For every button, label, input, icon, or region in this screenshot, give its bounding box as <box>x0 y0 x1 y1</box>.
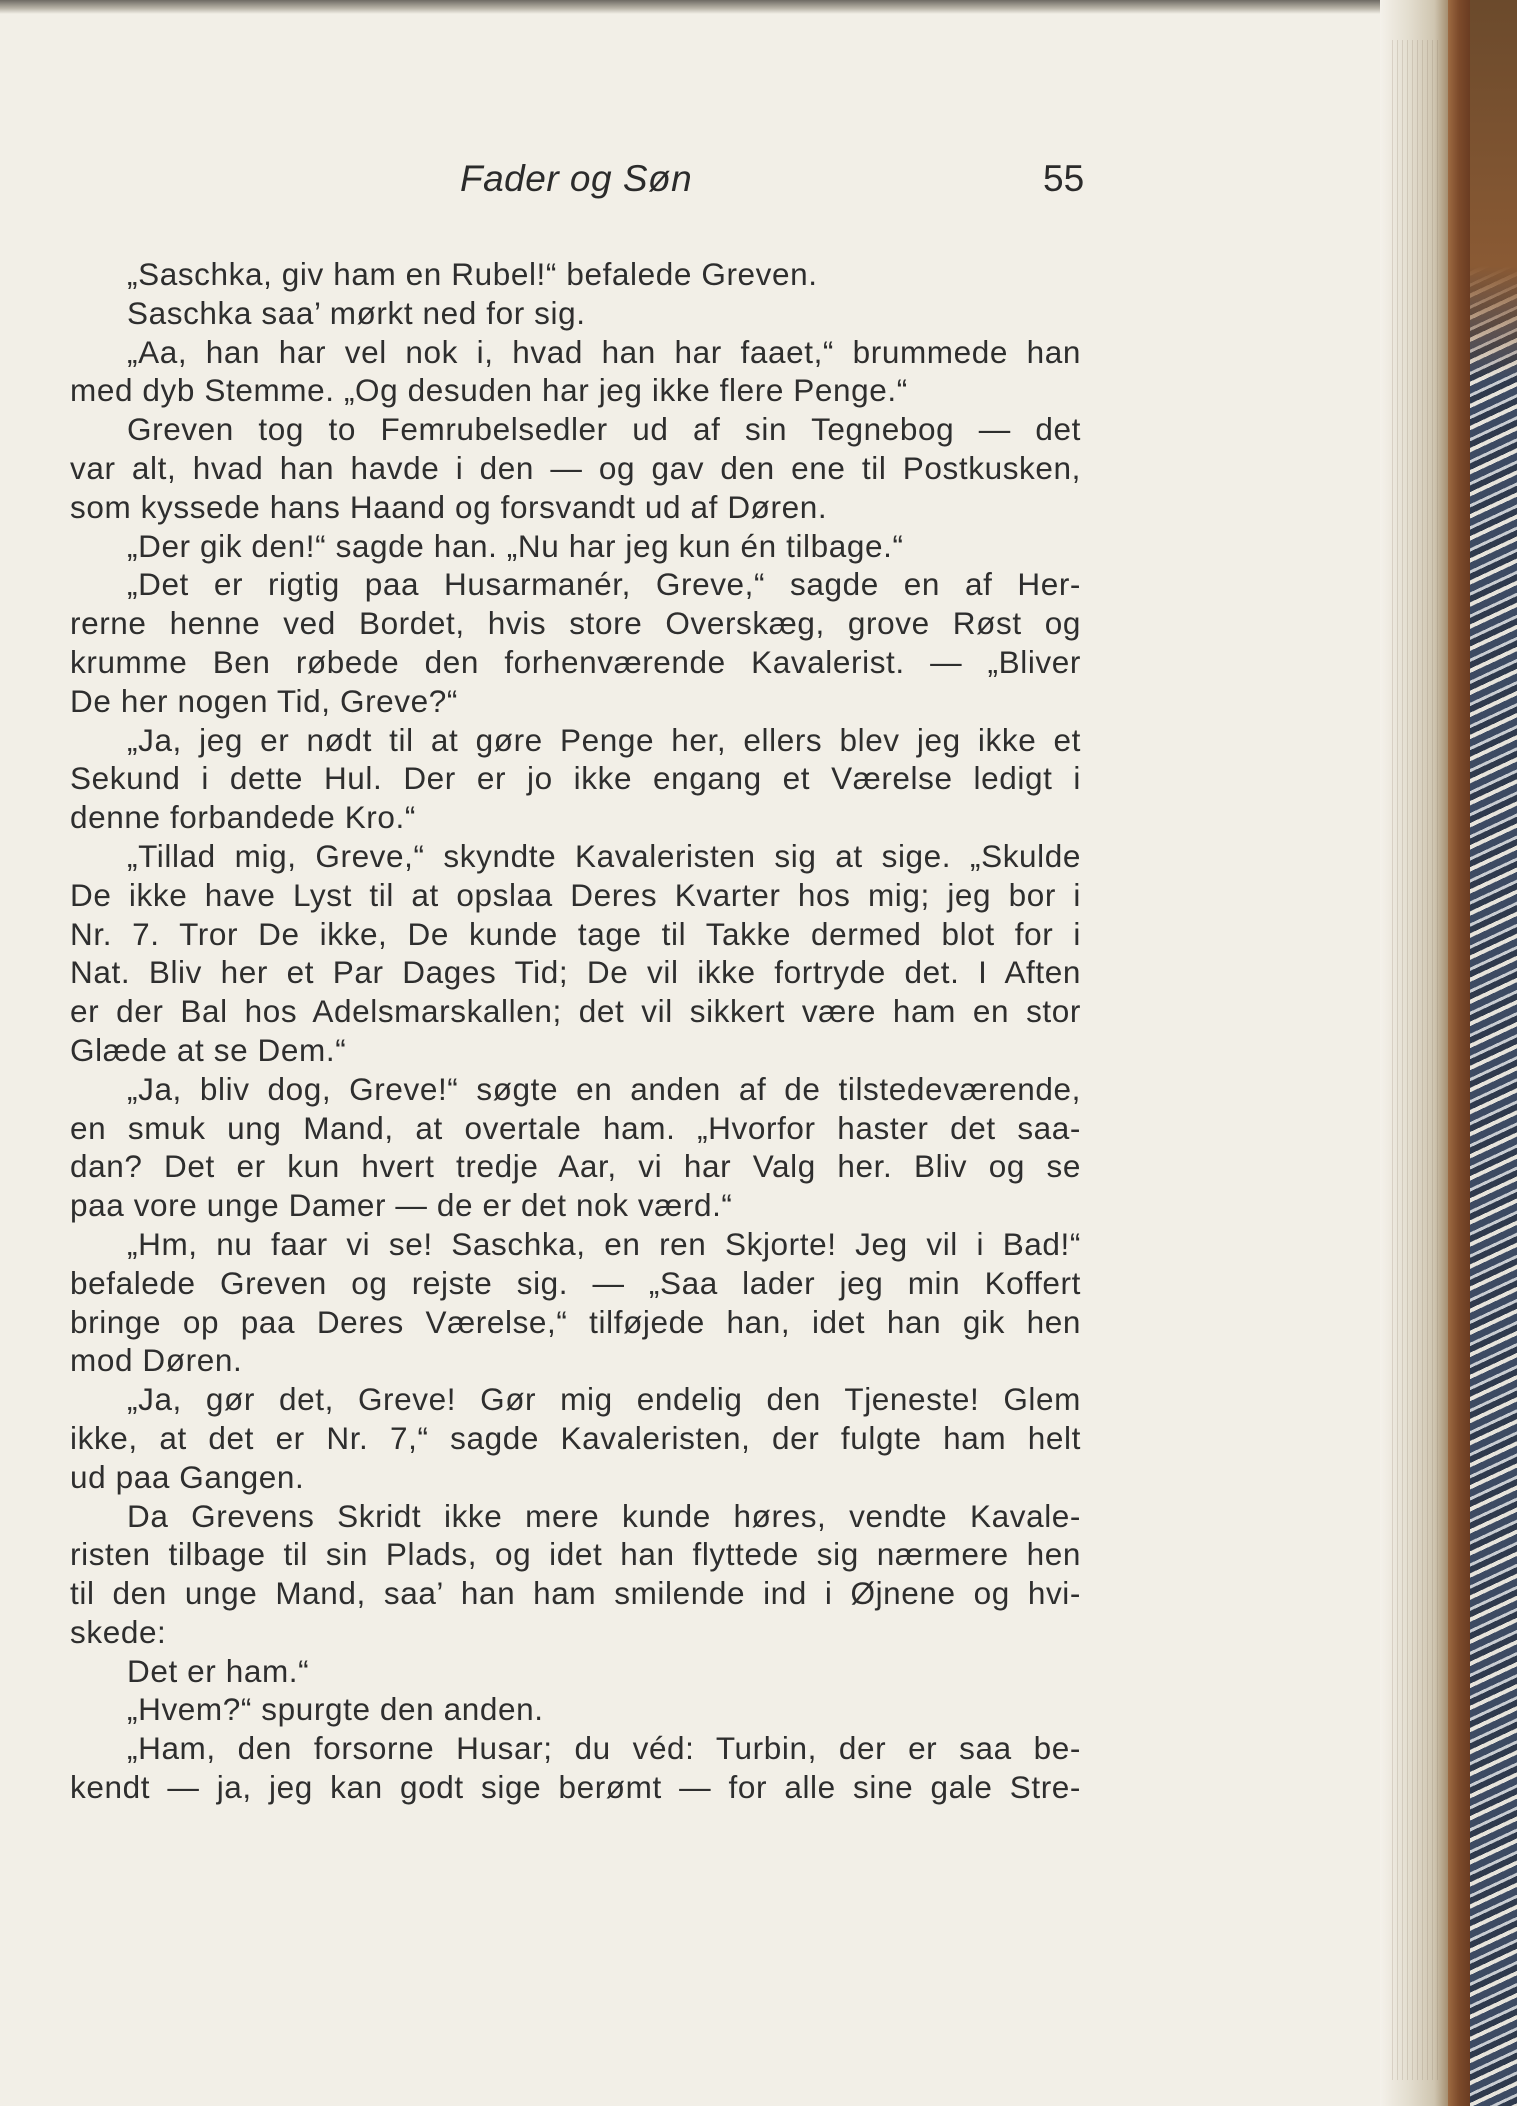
text-line: ud paa Gangen. <box>70 1458 305 1495</box>
text-line: paa vore unge Damer — de er det nok værd.“ <box>70 1187 733 1224</box>
text-line: er der Bal hos Adelsmarskallen; det vil sikkert være ham en stor <box>70 993 1081 1030</box>
text-line: krumme Ben røbede den forhenværende Kavalerist. — „Bliver <box>70 643 1081 680</box>
leather-corner <box>1470 0 1517 380</box>
page-top-edge <box>0 0 1517 14</box>
text-line: Greven tog to Femrubelsedler ud af sin Tegnebog — det <box>127 411 1081 448</box>
text-line: Nr. 7. Tror De ikke, De kunde tage til Takke dermed blot for i <box>70 915 1081 952</box>
text-line: ikke, at det er Nr. 7,“ sagde Kavaleristen, der fulgte ham helt <box>70 1419 1081 1456</box>
text-line: Glæde at se Dem.“ <box>70 1031 347 1068</box>
text-line: en smuk ung Mand, at overtale ham. „Hvorfor haster det saa- <box>70 1109 1081 1146</box>
text-line: Da Grevens Skridt ikke mere kunde høres, vendte Kavale- <box>127 1497 1081 1534</box>
text-line: „Hvem?“ spurgte den anden. <box>127 1691 544 1728</box>
text-line: befalede Greven og rejste sig. — „Saa lader jeg min Koffert <box>70 1264 1081 1301</box>
text-line: risten tilbage til sin Plads, og idet han flyttede sig nærmere hen <box>70 1536 1081 1573</box>
book-spine <box>1448 0 1470 2106</box>
page-number: 55 <box>1043 158 1085 199</box>
text-line: „Det er rigtig paa Husarmanér, Greve,“ sagde en af Her- <box>127 566 1081 603</box>
text-line: mod Døren. <box>70 1342 243 1379</box>
text-line: De her nogen Tid, Greve?“ <box>70 682 458 719</box>
page-stack-lines <box>1392 40 1442 2080</box>
text-line: Det er ham.“ <box>127 1652 310 1689</box>
text-line: skede: <box>70 1613 167 1650</box>
text-line: Nat. Bliv her et Par Dages Tid; De vil ikke fortryde det. I Aften <box>70 954 1081 991</box>
text-line: De ikke have Lyst til at opslaa Deres Kvarter hos mig; jeg bor i <box>70 876 1081 913</box>
text-line: „Ja, jeg er nødt til at gøre Penge her, ellers blev jeg ikke et <box>127 721 1081 758</box>
text-line: som kyssede hans Haand og forsvandt ud af Døren. <box>70 488 828 525</box>
text-line: „Hm, nu faar vi se! Saschka, en ren Skjorte! Jeg vil i Bad!“ <box>127 1225 1081 1262</box>
text-line: „Der gik den!“ sagde han. „Nu har jeg kun én tilbage.“ <box>127 527 904 564</box>
text-line: kendt — ja, jeg kan godt sige berømt — for alle sine gale Stre- <box>70 1769 1081 1806</box>
text-line: „Ja, bliv dog, Greve!“ søgte en anden af de tilstedeværende, <box>127 1070 1081 1107</box>
running-head <box>0 158 1380 208</box>
text-line: med dyb Stemme. „Og desuden har jeg ikke flere Penge.“ <box>70 372 908 409</box>
text-line: „Tillad mig, Greve,“ skyndte Kavaleristen sig at sige. „Skulde <box>127 837 1081 874</box>
text-line: denne forbandede Kro.“ <box>70 799 416 836</box>
text-line: „Saschka, giv ham en Rubel!“ befalede Greven. <box>127 256 818 292</box>
text-line: var alt, hvad han havde i den — og gav den ene til Postkusken, <box>70 449 1081 486</box>
text-line: dan? Det er kun hvert tredje Aar, vi har Valg her. Bliv og se <box>70 1148 1081 1185</box>
text-line: Sekund i dette Hul. Der er jo ikke engang et Værelse ledigt i <box>70 760 1081 797</box>
text-line: „Aa, han har vel nok i, hvad han har faaet,“ brummede han <box>127 333 1081 370</box>
body-text <box>70 255 1081 1807</box>
text-line: til den unge Mand, saa’ han ham smilende ind i Øjnene og hvi- <box>70 1575 1081 1612</box>
text-line: bringe op paa Deres Værelse,“ tilføjede han, idet han gik hen <box>70 1303 1081 1340</box>
text-line: Saschka saa’ mørkt ned for sig. <box>127 294 586 331</box>
text-line: rerne henne ved Bordet, hvis store Overskæg, grove Røst og <box>70 605 1081 642</box>
running-title: Fader og Søn <box>460 158 693 199</box>
text-line: „Ja, gør det, Greve! Gør mig endelig den Tjeneste! Glem <box>127 1381 1081 1418</box>
text-line: „Ham, den forsorne Husar; du véd: Turbin, der er saa be- <box>127 1730 1081 1767</box>
